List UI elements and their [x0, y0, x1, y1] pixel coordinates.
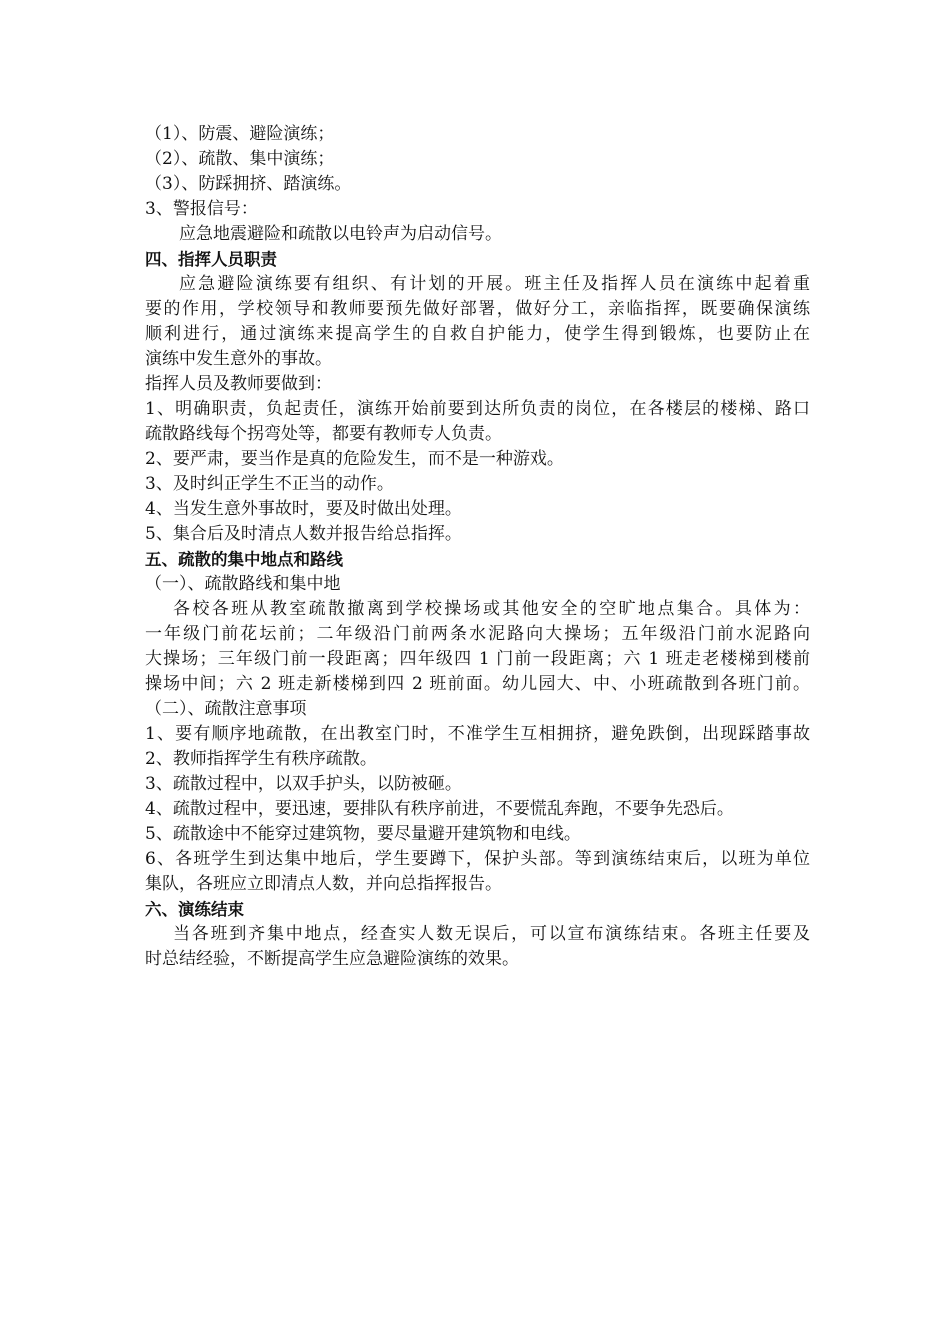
route-paragraph-line: 大操场；三年级门前一段距离；四年级四 1 门前一段距离；六 1 班走老楼梯到楼前	[145, 649, 810, 669]
section-4-paragraph-line: 演练中发生意外的事故。	[145, 349, 332, 369]
notice-item-3: 3、疏散过程中，以双手护头，以防被砸。	[145, 774, 462, 794]
duty-item-4: 4、当发生意外事故时，要及时做出处理。	[145, 499, 462, 519]
duty-item-3: 3、及时纠正学生不正当的动作。	[145, 474, 394, 494]
notice-item-5: 5、疏散途中不能穿过建筑物，要尽量避开建筑物和电线。	[145, 824, 581, 844]
conclusion-paragraph-line: 时总结经验，不断提高学生应急避险演练的效果。	[145, 949, 519, 969]
conclusion-paragraph-line: 当各班到齐集中地点，经查实人数无误后，可以宣布演练结束。各班主任要及	[173, 924, 810, 944]
duty-item-2: 2、要严肃，要当作是真的危险发生，而不是一种游戏。	[145, 449, 564, 469]
notice-item-4: 4、疏散过程中，要迅速，要排队有秩序前进，不要慌乱奔跑，不要争先恐后。	[145, 799, 734, 819]
duties-intro: 指挥人员及教师要做到：	[145, 374, 332, 394]
notice-item-6: 6、各班学生到达集中地后，学生要蹲下，保护头部。等到演练结束后，以班为单位	[145, 849, 810, 869]
document-body	[145, 122, 810, 972]
section-4-paragraph-line: 顺利进行，通过演练来提高学生的自救自护能力，使学生得到锻炼，也要防止在	[145, 324, 810, 344]
route-paragraph-line: 操场中间；六 2 班走新楼梯到四 2 班前面。幼儿园大、中、小班疏散到各班门前。	[145, 674, 810, 694]
subsection-2-heading: （二）、疏散注意事项	[145, 699, 307, 719]
drill-item-1: （1）、防震、避险演练；	[145, 124, 335, 144]
notice-item-6-cont: 集队，各班应立即清点人数，并向总指挥报告。	[145, 874, 502, 894]
section-4-paragraph-line: 应急避险演练要有组织、有计划的开展。班主任及指挥人员在演练中起着重	[179, 274, 810, 294]
drill-item-3: （3）、防踩拥挤、踏演练。	[145, 174, 352, 194]
subsection-1-heading: （一）、疏散路线和集中地	[145, 574, 341, 594]
section-4-paragraph-line: 要的作用，学校领导和教师要预先做好部署，做好分工，亲临指挥，既要确保演练	[145, 299, 810, 319]
alarm-signal-text: 应急地震避险和疏散以电铃声为启动信号。	[179, 224, 502, 244]
duty-item-1-cont: 疏散路线每个拐弯处等，都要有教师专人负责。	[145, 424, 502, 444]
duty-item-5: 5、集合后及时清点人数并报告给总指挥。	[145, 524, 462, 544]
notice-item-2: 2、教师指挥学生有秩序疏散。	[145, 749, 377, 769]
route-paragraph-line: 各校各班从教室疏散撤离到学校操场或其他安全的空旷地点集合。具体为：	[173, 599, 810, 619]
drill-item-2: （2）、疏散、集中演练；	[145, 149, 335, 169]
notice-item-1: 1、要有顺序地疏散，在出教室门时，不准学生互相拥挤，避免跌倒，出现踩踏事故	[145, 724, 810, 744]
duty-item-1: 1、明确职责，负起责任，演练开始前要到达所负责的岗位，在各楼层的楼梯、路口	[145, 399, 810, 419]
alarm-signal-heading: 3、警报信号：	[145, 199, 258, 219]
section-4-heading: 四、指挥人员职责	[145, 250, 277, 269]
route-paragraph-line: 一年级门前花坛前；二年级沿门前两条水泥路向大操场；五年级沿门前水泥路向	[145, 624, 810, 644]
section-5-heading: 五、疏散的集中地点和路线	[145, 550, 343, 569]
section-6-heading: 六、演练结束	[145, 900, 244, 919]
